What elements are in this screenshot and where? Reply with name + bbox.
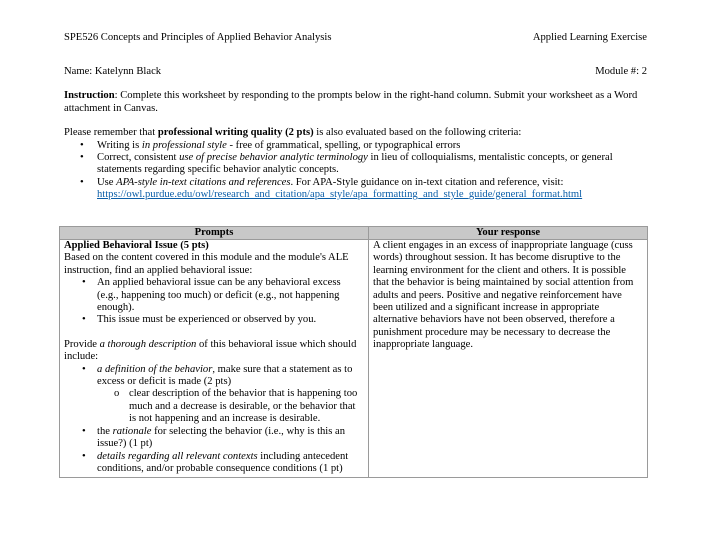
list-item-text: This issue must be experienced or observed by you. xyxy=(97,314,317,326)
prompt-cell xyxy=(60,240,369,478)
worksheet-table xyxy=(59,226,648,478)
details-emphasis: details regarding all relevant contexts xyxy=(97,450,258,462)
prompt-title: Applied Behavioral Issue (5 pts) xyxy=(64,240,209,251)
exercise-title: Applied Learning Exercise xyxy=(532,32,647,43)
bullet-icon: • xyxy=(80,152,84,164)
rationale-text: the xyxy=(97,425,113,437)
provide-paragraph xyxy=(64,339,364,364)
list-item xyxy=(64,426,364,451)
criteria-text: . For APA-Style guidance on in-text citation and reference, visit: xyxy=(290,176,564,188)
course-title: SPE526 Concepts and Principles of Applied Behavior Analysis xyxy=(64,32,332,43)
requirements-list xyxy=(64,364,364,476)
criteria-text: in lieu of colloquialisms, mentalistic concepts, or general statements regarding specific behavior analytic concepts. xyxy=(97,152,613,176)
bullet-icon: • xyxy=(82,277,86,289)
list-item xyxy=(64,314,364,326)
bullet-icon: • xyxy=(82,450,86,462)
student-info-row xyxy=(64,65,647,78)
prompt-intro: Based on the content covered in this module and the module's ALE instruction, find an applied behavioral issue: xyxy=(64,252,349,276)
criteria-text: - free of grammatical, spelling, or typographical errors xyxy=(226,140,461,151)
rationale-emphasis: rationale xyxy=(112,425,152,437)
provide-text: Provide xyxy=(64,338,100,350)
bullet-icon: • xyxy=(82,314,86,326)
criteria-text: Correct, consistent xyxy=(97,152,180,164)
intro-text-end: is also evaluated based on the following criteria: xyxy=(313,127,522,138)
response-text[interactable]: A client engages in an excess of inappropriate language (cuss words) throughout session. It has become disruptive to the learning environment for the client and others. It is possible that the behavior is being maintained by social attention from adults and peers. Positive and negative reinforcement have been utilized and a significant increase in appropriate alternative behaviors have not been observed, therefore a punishment procedure may be necessary to decrease the inappropriate language. xyxy=(373,240,634,351)
details-text: including antecedent conditions, and/or probable consequence conditions (1 pt) xyxy=(97,450,349,474)
provide-text-end: of this behavioral issue which should include: xyxy=(64,338,357,363)
list-item xyxy=(64,451,364,476)
sub-list-item xyxy=(64,388,364,425)
sub-list xyxy=(64,388,364,425)
criteria-list xyxy=(64,140,647,201)
definition-text: , make sure that a statement as to excess or deficit is made (2 pts) xyxy=(97,363,353,388)
criteria-text: Use xyxy=(97,176,117,188)
bullet-icon: • xyxy=(82,425,86,437)
writing-quality-section xyxy=(64,126,647,201)
rationale-text-end: for selecting the behavior (i.e., why is this an issue?) (1 pt) xyxy=(97,425,346,450)
criteria-item xyxy=(64,140,647,152)
bullet-icon: • xyxy=(80,140,84,151)
provide-emphasis: a thorough description xyxy=(99,338,197,350)
criteria-item xyxy=(64,152,647,176)
criteria-emphasis: use of precise behavior analytic terminology xyxy=(179,152,368,164)
page-header xyxy=(64,31,647,44)
criteria-emphasis: APA-style in-text citations and references xyxy=(116,176,291,188)
list-item-text: An applied behavioral issue can be any behavioral excess (e.g., happening too much) or deficit (e.g., not happening enough). xyxy=(97,277,341,314)
student-name: Name: Katelynn Black xyxy=(64,66,162,77)
response-column-header: Your response xyxy=(369,227,648,240)
intro-bold: professional writing quality (2 pts) xyxy=(157,127,314,138)
list-item xyxy=(64,277,364,314)
bullet-icon: • xyxy=(80,176,84,188)
instruction-paragraph xyxy=(64,89,647,115)
writing-quality-intro xyxy=(64,126,647,139)
table-row xyxy=(60,240,648,478)
criteria-emphasis: in professional style xyxy=(141,140,227,151)
sub-list-item-text: clear description of the behavior that is happening too much and a decrease is desirable, or the behavior that is not happening and an increase is desirable. xyxy=(129,388,358,425)
response-cell[interactable] xyxy=(369,240,648,478)
apa-guide-link[interactable]: https://owl.purdue.edu/owl/research_and_citation/apa_style/apa_formatting_and_style_guide/general_format.html xyxy=(97,188,583,200)
criteria-item xyxy=(64,177,647,201)
instruction-text: : Complete this worksheet by responding to the prompts below in the right-hand column. Submit your worksheet as a Word attachment in Canvas. xyxy=(64,90,638,114)
definition-emphasis: a definition of the behavior xyxy=(97,363,213,375)
criteria-text: Writing is xyxy=(97,140,142,151)
hollow-bullet-icon: o xyxy=(114,388,120,400)
intro-text: Please remember that xyxy=(64,127,158,138)
prompt-bullet-list xyxy=(64,277,364,327)
table-header-row xyxy=(60,227,648,240)
bullet-icon: • xyxy=(82,363,86,375)
prompts-column-header: Prompts xyxy=(60,227,369,240)
module-number: Module #: 2 xyxy=(595,66,647,77)
list-item xyxy=(64,364,364,426)
instruction-label: Instruction xyxy=(64,90,115,101)
